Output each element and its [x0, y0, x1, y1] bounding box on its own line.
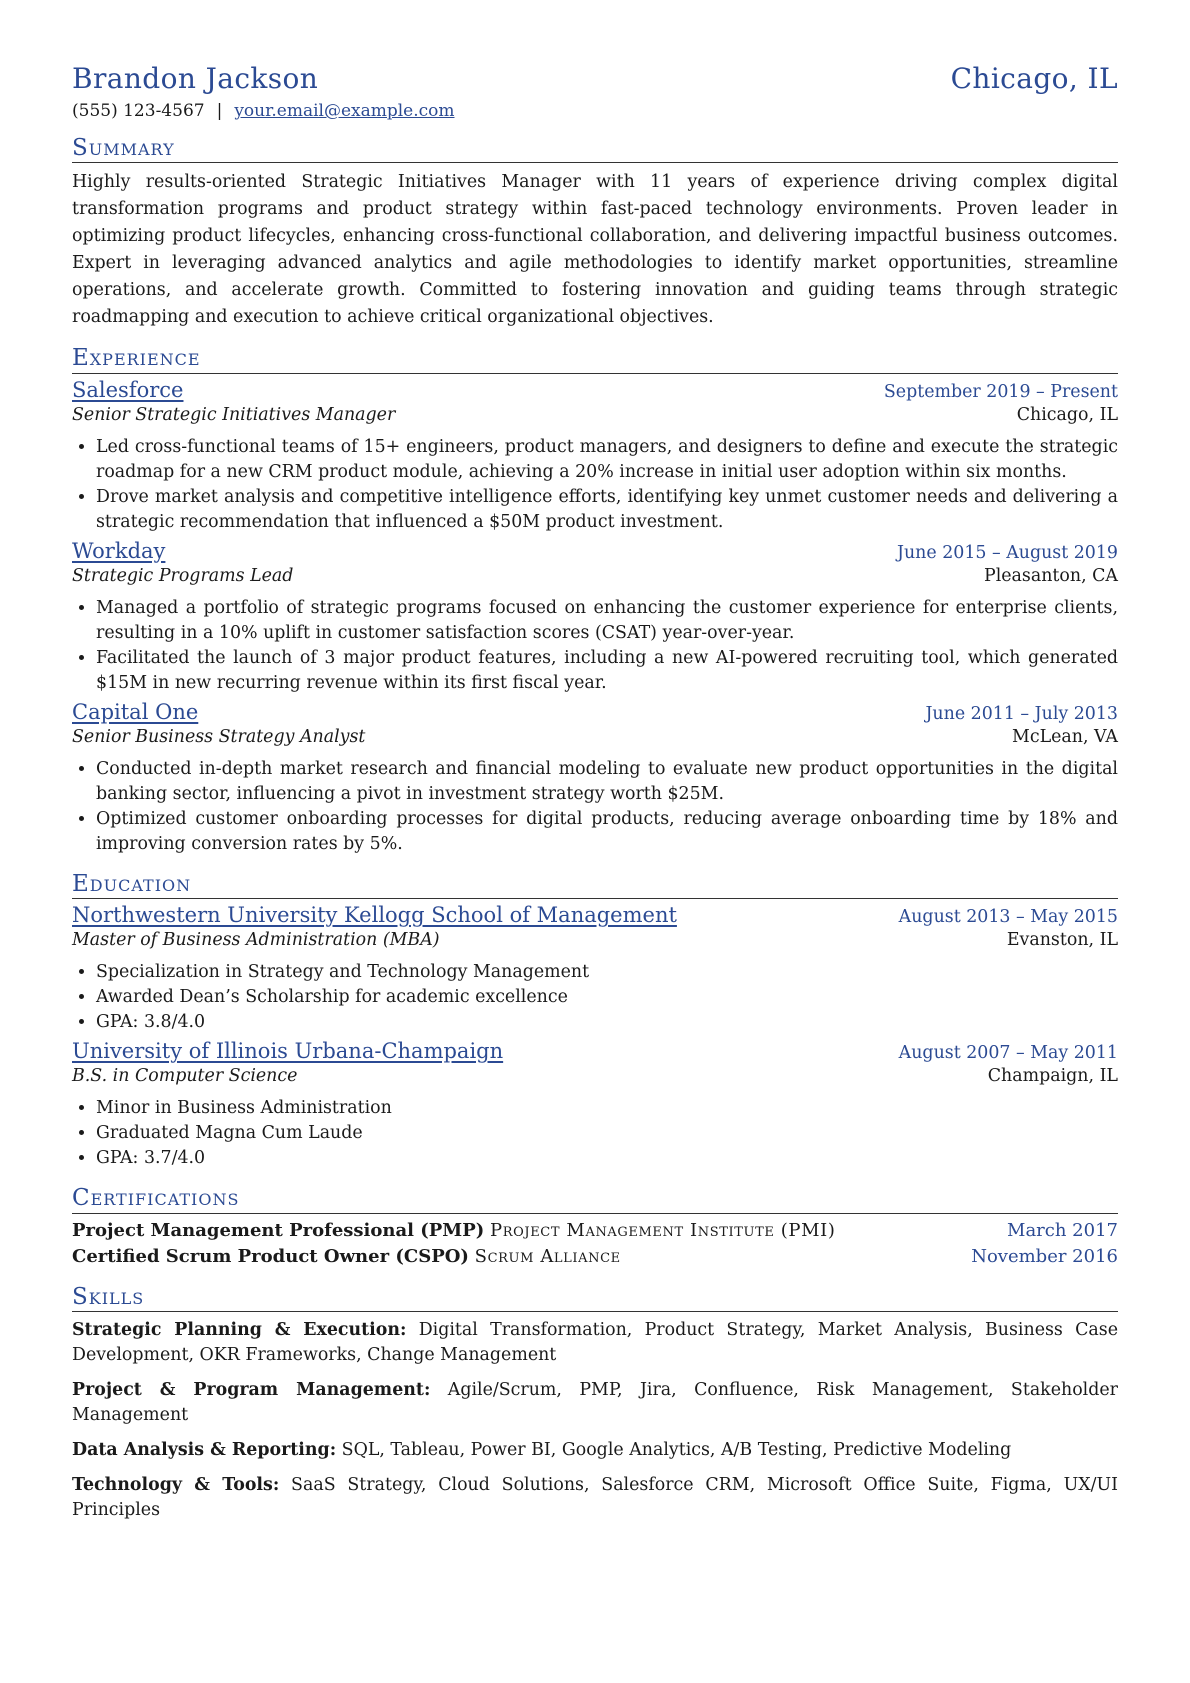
study-dates: August 2007 – May 2011 — [898, 1043, 1118, 1064]
education-detail-item: • Awarded Dean’s Scholarship for academic excellence — [96, 985, 1118, 1010]
education-detail-item: • GPA: 3.8/4.0 — [96, 1010, 1118, 1035]
company-name[interactable]: Salesforce — [72, 377, 184, 402]
school-location: Evanston, IL — [1006, 930, 1118, 951]
candidate-location: Chicago, IL — [950, 62, 1118, 95]
school-name[interactable]: University of Illinois Urbana-Champaign — [72, 1039, 504, 1064]
employment-dates: June 2011 – July 2013 — [925, 703, 1118, 724]
experience-entry — [72, 700, 1118, 857]
skills-list — [72, 1318, 1118, 1523]
email-link[interactable]: your.email@example.com — [234, 101, 455, 121]
skill-group — [72, 1473, 1118, 1523]
skill-group — [72, 1378, 1118, 1428]
phone-number: (555) 123-4567 — [72, 101, 205, 121]
experience-heading: Experience — [72, 345, 1118, 373]
entry-subheader-row — [72, 566, 1118, 586]
certifications-list — [72, 1218, 1118, 1270]
degree-name: Master of Business Administration (MBA) — [72, 930, 440, 951]
job-title: Senior Strategic Initiatives Manager — [72, 404, 396, 425]
achievement-item: • Drove market analysis and competitive intelligence efforts, identifying key unmet customer needs and delivering a strategic recommendation that influenced a $50M product investment. — [96, 485, 1118, 535]
certification-issuer: Scrum Alliance — [474, 1245, 621, 1267]
entry-subheader-row — [72, 727, 1118, 747]
education-heading: Education — [72, 871, 1118, 899]
certifications-heading: Certifications — [72, 1185, 1118, 1213]
entry-header-row — [72, 539, 1118, 563]
certification-row — [72, 1218, 1118, 1244]
certification-date: March 2017 — [1007, 1219, 1118, 1241]
job-location: McLean, VA — [1012, 726, 1118, 747]
entry-header-row — [72, 1039, 1118, 1063]
employment-dates: June 2015 – August 2019 — [897, 542, 1118, 563]
skill-group-items: SaaS Strategy, Cloud Solutions, Salesforce CRM, Microsoft Office Suite, Figma, UX/UI Principles — [72, 1475, 1119, 1521]
entry-header-row — [72, 378, 1118, 402]
certification-info — [72, 1218, 835, 1244]
entry-header-row — [72, 903, 1118, 927]
skill-group-label: Project & Program Management: — [72, 1380, 431, 1401]
education-detail-item: • Specialization in Strategy and Technology Management — [96, 960, 1118, 985]
certification-name: Certified Scrum Product Owner (CSPO) — [72, 1245, 469, 1267]
certification-info — [72, 1244, 621, 1270]
education-entry — [72, 903, 1118, 1035]
skill-group — [72, 1318, 1118, 1368]
summary-section — [72, 135, 1118, 331]
education-detail-list — [72, 1096, 1118, 1171]
skill-group-label: Technology & Tools: — [72, 1475, 280, 1496]
education-section — [72, 871, 1118, 1171]
experience-entry — [72, 539, 1118, 696]
school-location: Champaign, IL — [987, 1066, 1118, 1087]
job-location: Chicago, IL — [1016, 404, 1118, 425]
education-detail-item: • GPA: 3.7/4.0 — [96, 1146, 1118, 1171]
contact-line — [72, 101, 1118, 121]
skill-group-label: Strategic Planning & Execution: — [72, 1320, 407, 1341]
employment-dates: September 2019 – Present — [883, 381, 1118, 402]
candidate-name: Brandon Jackson — [72, 62, 319, 95]
entry-subheader-row — [72, 405, 1118, 425]
skill-group-label: Data Analysis & Reporting: — [72, 1440, 337, 1461]
entry-subheader-row — [72, 1066, 1118, 1086]
resume-header — [72, 62, 1118, 95]
entry-subheader-row — [72, 930, 1118, 950]
entry-header-row — [72, 700, 1118, 724]
company-name[interactable]: Workday — [72, 538, 166, 563]
skill-group-items: SQL, Tableau, Power BI, Google Analytics, A/B Testing, Predictive Modeling — [341, 1440, 1012, 1461]
achievement-list — [72, 435, 1118, 535]
certifications-section — [72, 1185, 1118, 1269]
certification-issuer: Project Management Institute (PMI) — [490, 1219, 836, 1241]
achievement-item: • Facilitated the launch of 3 major product features, including a new AI-powered recruiting tool, which generated $15M in new recurring revenue within its first fiscal year. — [96, 646, 1118, 696]
education-entry — [72, 1039, 1118, 1171]
achievement-list — [72, 596, 1118, 696]
summary-heading: Summary — [72, 135, 1118, 163]
experience-section — [72, 345, 1118, 856]
experience-list — [72, 378, 1118, 857]
education-detail-list — [72, 960, 1118, 1035]
certification-name: Project Management Professional (PMP) — [72, 1219, 485, 1241]
achievement-item: • Managed a portfolio of strategic programs focused on enhancing the customer experience for enterprise clients, resulting in a 10% uplift in customer satisfaction scores (CSAT) year-over-year. — [96, 596, 1118, 646]
skills-section — [72, 1284, 1118, 1523]
skills-heading: Skills — [72, 1284, 1118, 1312]
school-name[interactable]: Northwestern University Kellogg School of Management — [72, 903, 677, 928]
achievement-item: • Led cross-functional teams of 15+ engineers, product managers, and designers to define and execute the strategic roadmap for a new CRM product module, achieving a 20% increase in initial user adoption within six months. — [96, 435, 1118, 485]
job-title: Senior Business Strategy Analyst — [72, 726, 366, 747]
certification-row — [72, 1244, 1118, 1270]
education-detail-item: • Graduated Magna Cum Laude — [96, 1121, 1118, 1146]
job-location: Pleasanton, CA — [984, 565, 1118, 586]
experience-entry — [72, 378, 1118, 535]
skill-group — [72, 1438, 1118, 1463]
skill-group-items: Agile/Scrum, PMP, Jira, Confluence, Risk Management, Stakeholder Management — [72, 1380, 1118, 1426]
certification-date: November 2016 — [971, 1245, 1118, 1267]
study-dates: August 2013 – May 2015 — [898, 907, 1118, 928]
achievement-item: • Optimized customer onboarding processes for digital products, reducing average onboarding time by 18% and improving conversion rates by 5%. — [96, 807, 1118, 857]
degree-name: B.S. in Computer Science — [72, 1066, 298, 1087]
job-title: Strategic Programs Lead — [72, 565, 294, 586]
education-list — [72, 903, 1118, 1171]
education-detail-item: • Minor in Business Administration — [96, 1096, 1118, 1121]
skill-group-items: Digital Transformation, Product Strategy, Market Analysis, Business Case Development, OKR Frameworks, Change Management — [72, 1320, 1118, 1366]
company-name[interactable]: Capital One — [72, 699, 199, 724]
achievement-item: • Conducted in-depth market research and financial modeling to evaluate new product opportunities in the digital banking sector, influencing a pivot in investment strategy worth $25M. — [96, 757, 1118, 807]
achievement-list — [72, 757, 1118, 857]
summary-text: Highly results-oriented Strategic Initiatives Manager with 11 years of experience driving complex digital transformation programs and product strategy within fast-paced technology environments. Proven leader in optimizing product lifecycles, enhancing cross-functional collaboration, and delivering impactful business outcomes. Expert in leveraging advanced analytics and agile methodologies to identify market opportunities, streamline operations, and accelerate growth. Committed to fostering innovation and guiding teams through strategic roadmapping and execution to achieve critical organizational objectives. — [72, 172, 1118, 328]
contact-separator: | — [216, 101, 223, 121]
